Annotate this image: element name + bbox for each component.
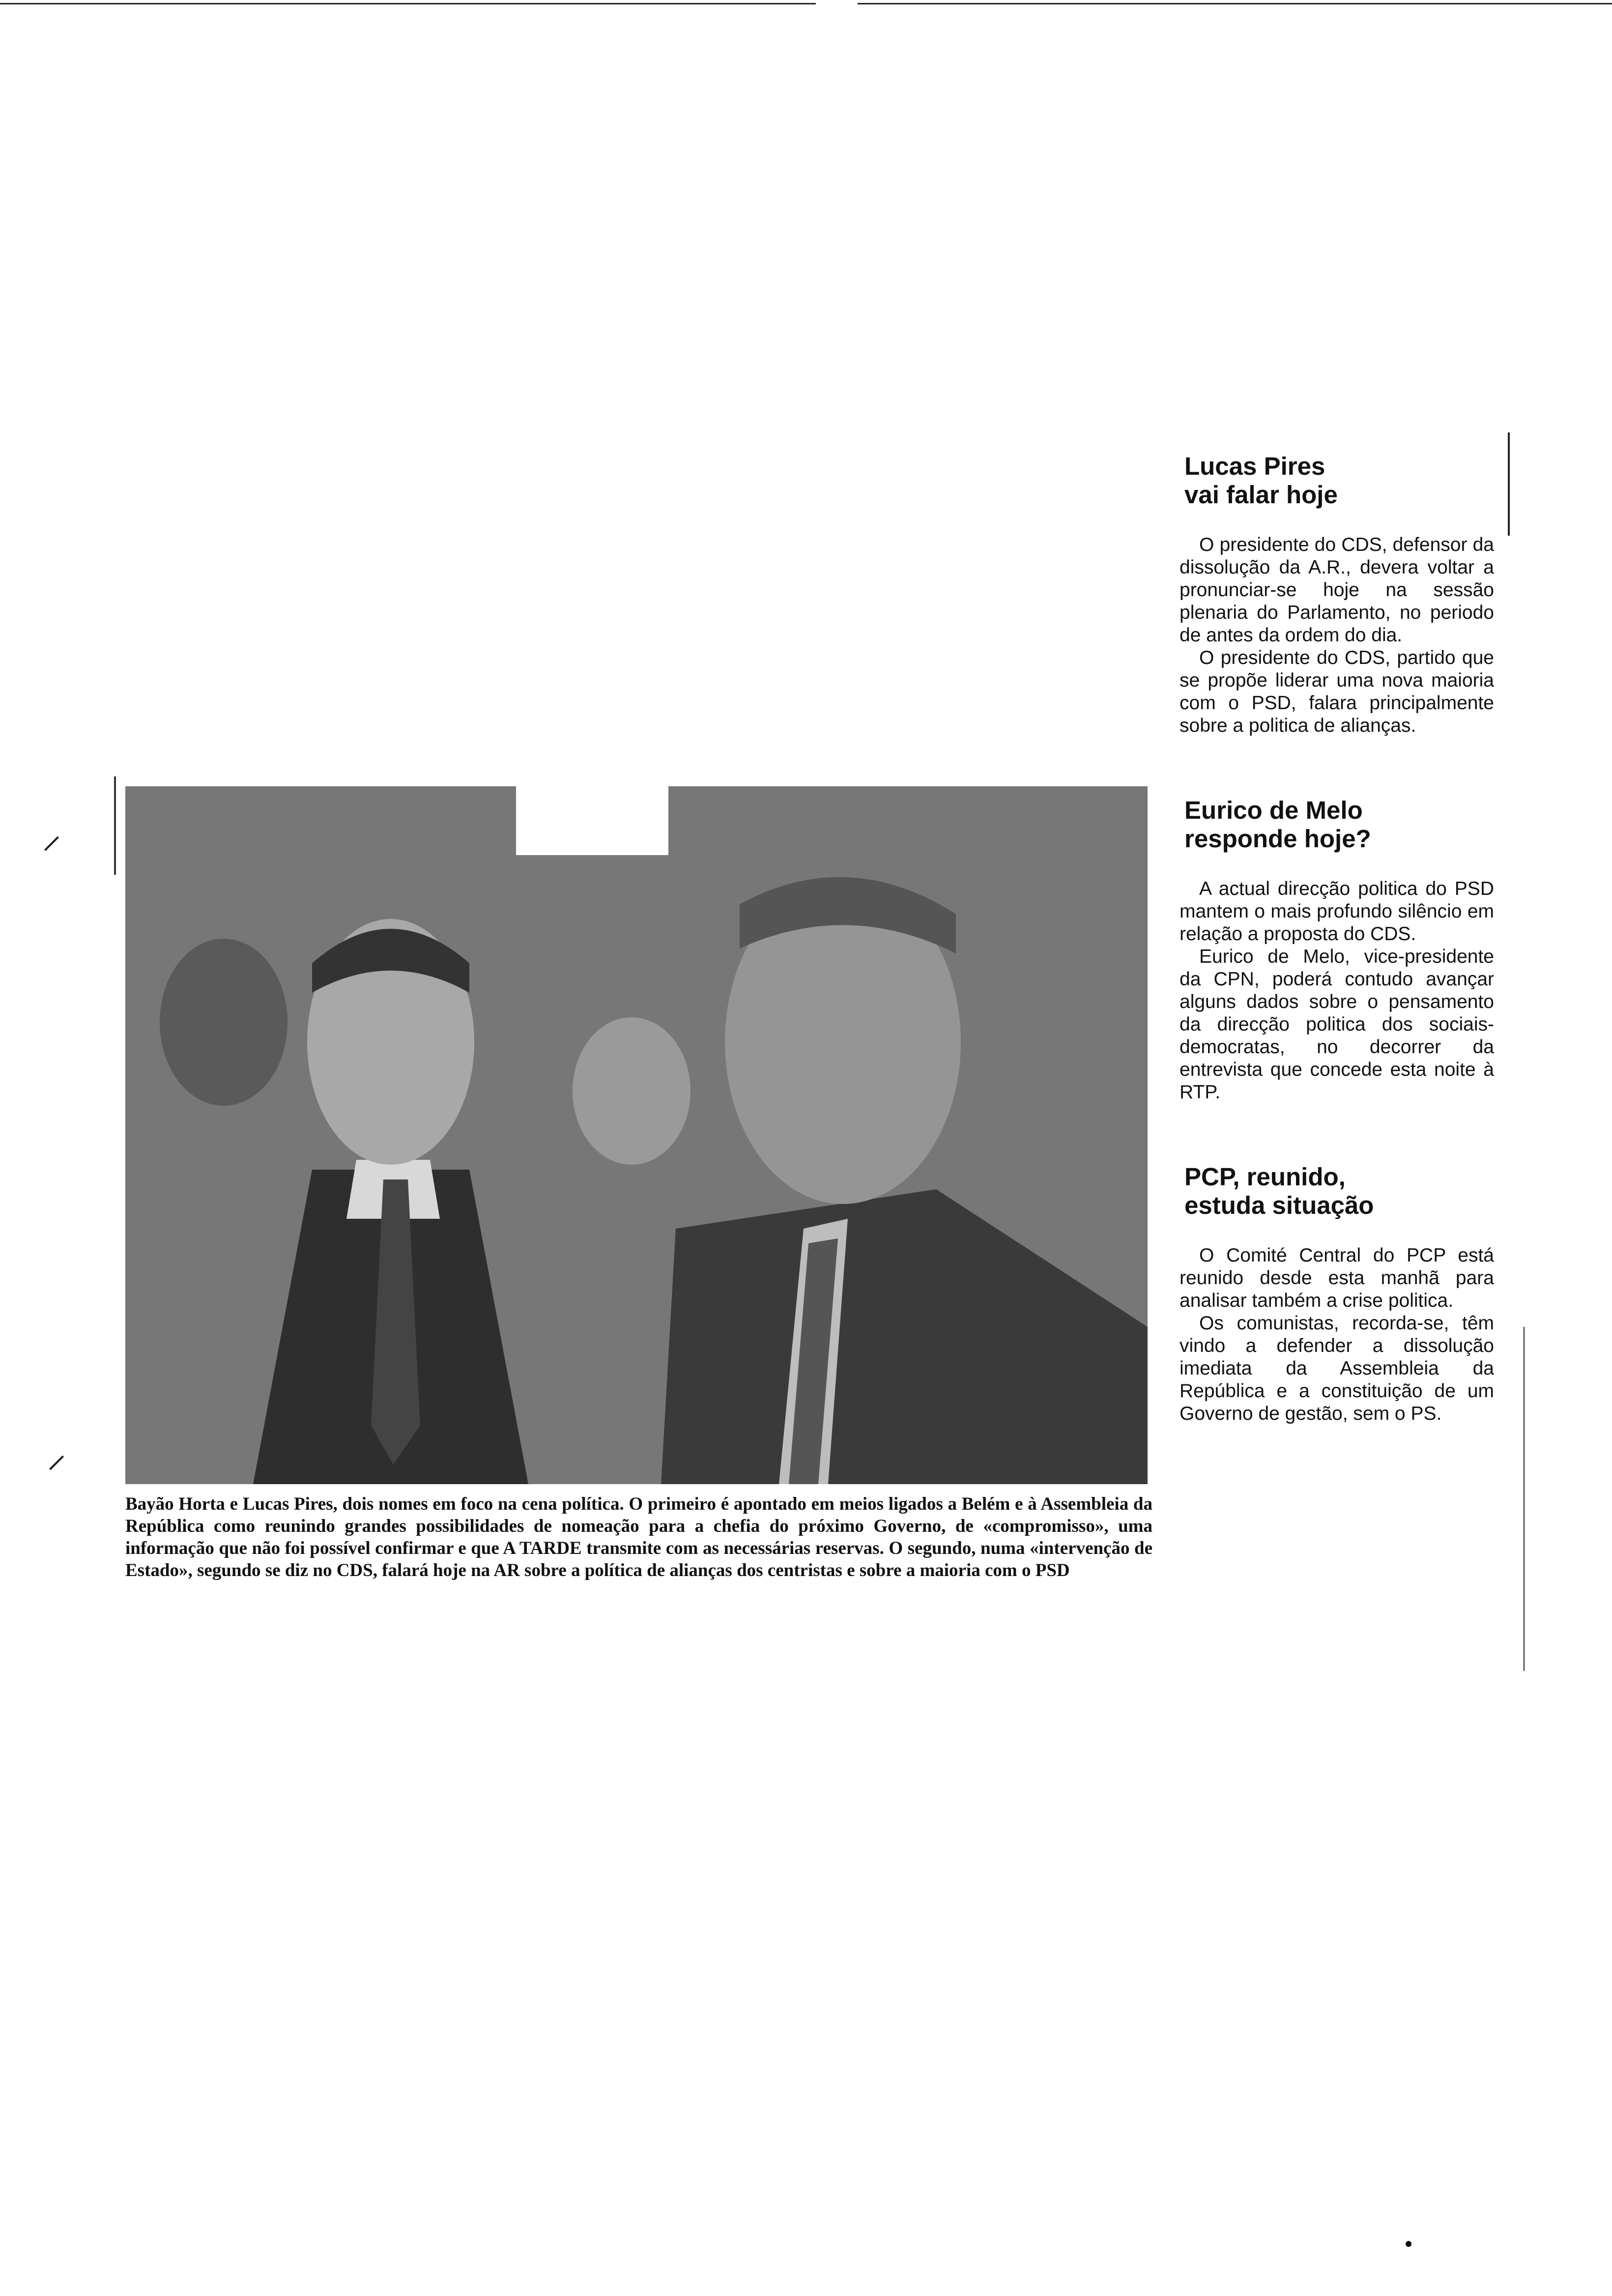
speck [1406,2241,1411,2247]
headline-line: estuda situação [1184,1191,1374,1219]
photo-caption: Bayão Horta e Lucas Pires, dois nomes em foco na cena política. O primeiro é apontado em meios ligados a Belém e à Assembleia da República como reunindo grandes possibilidades de nomeação para a chefia do próximo Governo, de «compromisso», uma informação que não foi possível confirmar e que A TARDE transmite com as necessárias reservas. O segundo, numa «intervenção de Estado», segundo se diz no CDS, falará hoje na AR sobre a política de alianças dos centristas e sobre a maioria com o PSD [125,1494,1152,1580]
story-paragraph: Os comunistas, recorda-se, têm vindo a defender a dissolução imediata da Assembleia da República e a constituição de um Governo de gestão, sem o PS. [1180,1313,1494,1424]
news-photo [125,786,1148,1484]
story-pcp [1180,1163,1494,1425]
headline-line: PCP, reunido, [1184,1163,1346,1191]
headline-line: Lucas Pires [1184,452,1325,480]
binder-mark-upper: ⸝ [42,811,61,857]
binder-mark-lower: ⸝ [47,1431,66,1476]
story-headline [1184,1163,1494,1220]
headline-line: vai falar hoje [1184,481,1338,509]
headline-line: responde hoje? [1184,825,1371,853]
headline-line: Eurico de Melo [1184,796,1363,824]
story-headline [1184,452,1494,509]
news-column [1180,452,1494,1484]
story-paragraph: O presidente do CDS, defensor da dissolução da A.R., devera voltar a pronunciar-se hoje na sessão plenaria do Parlamento, no periodo de antes da ordem do dia. [1180,534,1494,646]
photo-edge-mark [114,776,116,875]
photo-illustration [125,786,1148,1484]
top-rule-right [858,3,1612,4]
story-paragraph: Eurico de Melo, vice-presidente da CPN, poderá contudo avançar alguns dados sobre o pensamento da direcção politica dos sociais-democratas, no decorrer da entrevista que concede esta noite à RTP. [1180,946,1494,1103]
column-rule-right [1524,1327,1525,1671]
column-rule-top [1508,432,1510,536]
story-paragraph: A actual direcção politica do PSD mantem o mais profundo silêncio em relação a proposta do CDS. [1180,878,1494,945]
photo-gap [516,786,668,855]
top-rule-left [0,3,816,4]
story-lucas-pires [1180,452,1494,737]
story-eurico-de-melo [1180,796,1494,1104]
story-headline [1184,796,1494,853]
story-paragraph: O Comité Central do PCP está reunido desde esta manhã para analisar também a crise politica. [1180,1245,1494,1311]
story-paragraph: O presidente do CDS, partido que se propõe liderar uma nova maioria com o PSD, falara principalmente sobre a politica de alianças. [1180,647,1494,736]
